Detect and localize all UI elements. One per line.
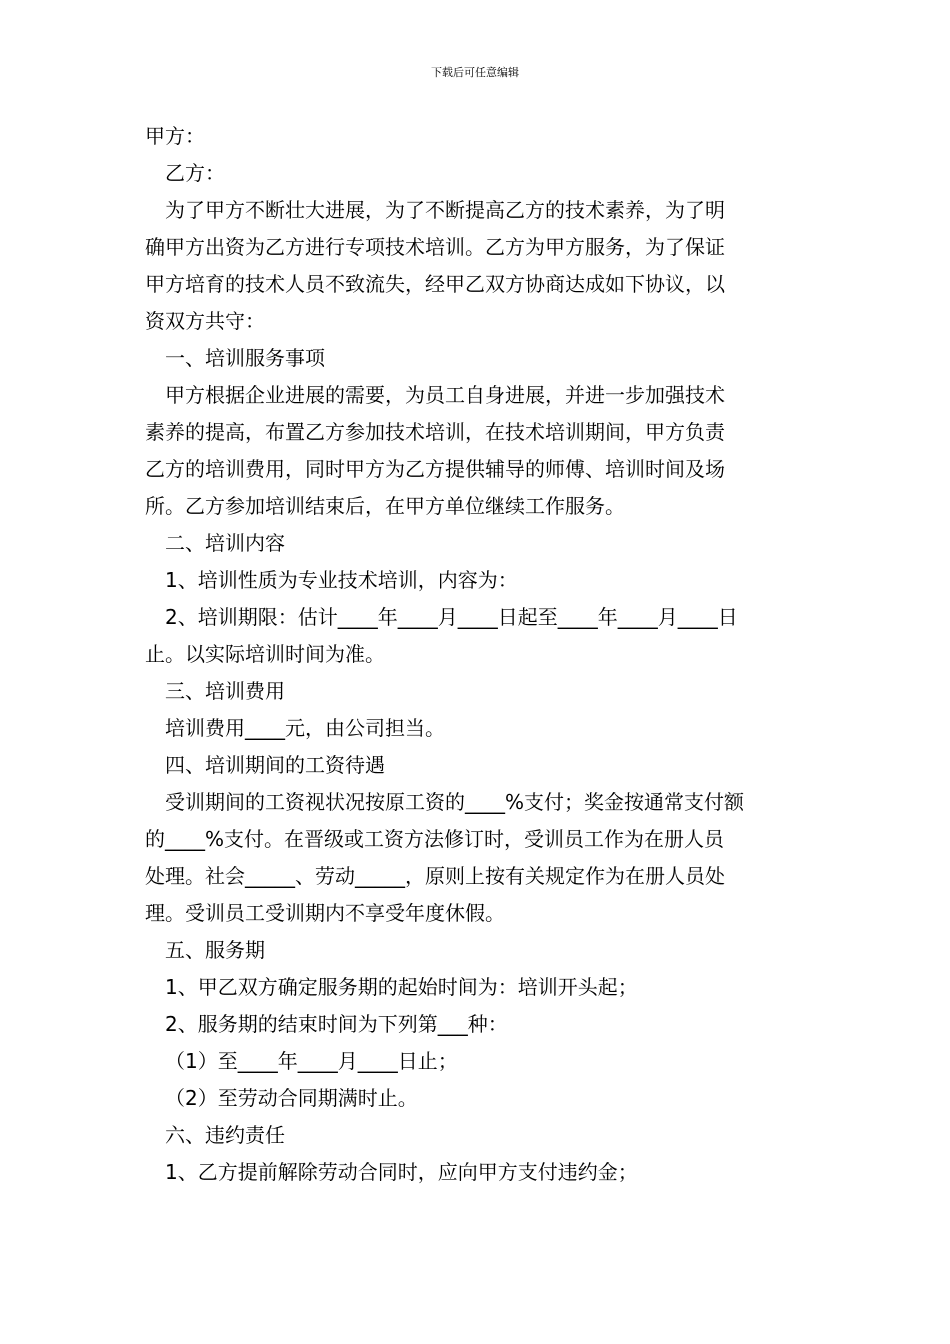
section-heading: 二、培训内容 <box>165 531 285 555</box>
paragraph-line: 1、培训性质为专业技术培训，内容为： <box>165 568 518 592</box>
paragraph-line: 为了甲方不断壮大进展，为了不断提高乙方的技术素养，为了明 <box>165 198 725 222</box>
paragraph-line: 资双方共守： <box>145 309 265 333</box>
paragraph-line: 乙方： <box>165 161 225 185</box>
paragraph-line: 培训费用____元，由公司担当。 <box>165 716 445 740</box>
paragraph-line: （1）至____年____月____日止； <box>165 1049 458 1073</box>
paragraph-line: 甲方： <box>145 124 205 148</box>
paragraph-line: 所。乙方参加培训结束后，在甲方单位继续工作服务。 <box>145 494 625 518</box>
section-heading: 一、培训服务事项 <box>165 346 325 370</box>
section-heading: 四、培训期间的工资待遇 <box>165 753 385 777</box>
paragraph-line: 1、甲乙双方确定服务期的起始时间为：培训开头起； <box>165 975 638 999</box>
paragraph-line: 受训期间的工资视状况按原工资的____%支付；奖金按通常支付额 <box>165 790 745 814</box>
paragraph-line: 2、培训期限：估计____年____月____日起至____年____月____日 <box>165 605 738 629</box>
page-header: 下载后可任意编辑 <box>431 66 519 79</box>
paragraph-line: 1、乙方提前解除劳动合同时，应向甲方支付违约金； <box>165 1160 638 1184</box>
paragraph-line: 素养的提高，布置乙方参加技术培训，在技术培训期间，甲方负责 <box>145 420 725 444</box>
paragraph-line: 处理。社会_____、劳动_____，原则上按有关规定作为在册人员处 <box>145 864 725 888</box>
section-heading: 三、培训费用 <box>165 679 285 703</box>
paragraph-line: 甲方根据企业进展的需要，为员工自身进展，并进一步加强技术 <box>165 383 725 407</box>
section-heading: 五、服务期 <box>165 938 265 962</box>
paragraph-line: 乙方的培训费用，同时甲方为乙方提供辅导的师傅、培训时间及场 <box>145 457 725 481</box>
paragraph-line: 甲方培育的技术人员不致流失，经甲乙双方协商达成如下协议，以 <box>145 272 725 296</box>
paragraph-line: 理。受训员工受训期内不享受年度休假。 <box>145 901 505 925</box>
paragraph-line: 止。以实际培训时间为准。 <box>145 642 385 666</box>
paragraph-line: 的____%支付。在晋级或工资方法修订时，受训员工作为在册人员 <box>145 827 725 851</box>
paragraph-line: 确甲方出资为乙方进行专项技术培训。乙方为甲方服务，为了保证 <box>145 235 725 259</box>
section-heading: 六、违约责任 <box>165 1123 285 1147</box>
paragraph-line: 2、服务期的结束时间为下列第___种： <box>165 1012 508 1036</box>
paragraph-line: （2）至劳动合同期满时止。 <box>165 1086 418 1110</box>
document-body <box>145 118 815 1191</box>
